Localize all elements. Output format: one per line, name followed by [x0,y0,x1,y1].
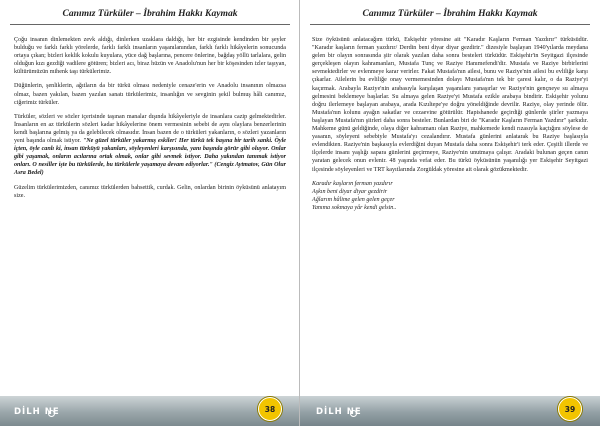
poem [312,180,588,213]
quote: "Ne güzel türküler yakarmış eskiler! Her türkü tek başına bir tarih sanki. Öyle içten, öyle canlı ki, insan türküyü yakanları, söyleyenleri karşısında, yanı başında görür gibi oluyor. Onlar gibi yaşamak, onların acılarına ortak olmak, onlar gibi sevmek istiyor. Daha yakından tanımak istiyor onları. O nesiller işte bu türkülerde, bu türkülerle yaşamaya devam ediyorlar." [14,138,286,169]
logo-mark-icon [350,410,357,417]
dilhane-logo: DİLH NE [14,407,60,417]
poem-line: Ağlarım hâlime gelen gelen geçer [312,197,395,204]
page-right [300,0,600,426]
dilhane-logo: DİLH NE [316,407,362,417]
page-header-title: Canımız Türküler – İbrahim Hakkı Kaymak [362,8,538,19]
page-header [300,0,600,30]
poem-line: Aşkın beni diyar diyar gezdirir [312,188,388,195]
header-rule [10,24,290,25]
page-footer [0,396,300,426]
paragraph: Düğünlerin, şenliklerin, ağıtların da bir türkü olması nedeniyle cenaze'erin ve Anadolu insanının olmazsa olmaz, bazen yakılan, bazen yazılan sanatı türkülerimiz, insanlığın ve sevginin şekil bulmuş hâli canımız, ciğerimiz türküler. [14,83,286,106]
page-number: 39 [558,397,582,421]
quote-citation: (Cengiz Aytmatov, Gün Olur Asra Bedel) [14,162,287,177]
page-number: 38 [258,397,282,421]
paragraph: Türküler, sözleri ve sözler içerisinde taşınan manalar dışında hikâyeleriyle de insanlara cazip gelmektedirler. İnsanların en az türkülerin sözleri kadar hikâyelerine önem vermesinin sebebi de aynı olaylara benzerlerinin kendi başlarına gelmiş ya da gelebilecek olmasıdır. İnsan bazen de o türküleri yakanların, o sözleri yazanların yeni başında olmak istiyor. "Ne güzel türküler yakarmış eskiler! Her türkü tek başına bir tarih sanki. Öyle içten, öyle canlı ki, insan türküyü yakanları, söyleyenleri karşısında, yanı başında görür gibi oluyor. Onlar gibi yaşamak, onların acılarına ortak olmak, onlar gibi sevmek istiyor. Daha yakından tanımak istiyor onları. O nesiller işte bu türkülerde, bu türkülerle yaşamaya devam ediyorlar." (Cengiz Aytmatov, Gün Olur Asra Bedel) [14,113,287,177]
paragraph: Güzelim türkülerimizden, canımız türkülerden bahsettik, curdak. Gelin, onlardan birinin öyküsünü anlatayım size. [14,184,286,199]
header-rule [310,24,590,25]
page-footer [300,396,600,426]
page-body [312,36,588,213]
paragraph: Size öyküsünü anlatacağım türkü, Eskişehir yöresine ait "Karadır Kaşların Ferman Yazdırır" türküsüdür. "Karadır kaşların ferman yazdırır/ Derdin beni diyar diyar gezdirir." dizesiyle başlayan 1940'yılarda meydana gelen bir olayın sonrasında şiir olarak yazılan daha sonra besteleri türküdür. Eskişehir'in Seyitgazi ilçesinde gerçekleşen olayın kahramanları, Mustafa Tunç ve Raziye Hanımefendi'dir. Mustafa ve Raziye birbirlerini sevmektedirler ve evlenmeye karar verirler. Fakat Mustafa'nın ailesi, bunu ve Raziye'nin ailesi bu evliliğe karşı çıkarlar. Ailelerin bu evliliğe onay vermemesinden dolayı Mustafa'nın tek bir çaresi kalır, o da Raziye'yi kaçırmak. Arabayla Raziye'nin arabasıyla karşılaşan yaşanılanı yanaşırlar ve Raziye'nin gençneye su almaya gelmesini beklemeye başlarlar. Su almaya gelen Raziye'yi Mustafa ezikle arabaya bindirir. Eskişehir yolunu doğru ilerlemeye başlayan arabaya, arada Kızıltepe'ye doğru yöneldiğinde devrilir. Raziye, olay yerinde ölür. Mustafa'nın kolunu ayağın sakatlar ve cezaevine götürülür. Hapishanede geçirdiği günlerde şiirler yazmaya başlayan Mustafa'nın şiirleri daha sonra besteler. Bunlardan biri de "Karadır Kaşların Ferman Yazdırır" şarkıdır. Mahkeme günü geldiğinde, olaya diğer kahramanı olan Raziye, mahkemede kendi rızasıyla kaçtığını söylese de yasanın, söyleyeni sebebiyle Mustafa'yı cezalandırır. Mustafa günlerini anlatarak bu Raziye başlasıyla evlendikten. Raziye'nin başkasıyla evlerdiğini duyan Mustafa daha sonra Eskişehir'i terk eder. Çeşitli illerde ve ilçelerde insanı yaşlığı sapara günlerini geçirmeye, Raziye'nin unutmaya çalışır. Aradaki bulunan geçen canın yaratan gelecek onun evlenir. 48 yaşında vefat eder. Bu türkü öyküsünün yaşanılığı yer Eskişehir Seyitgazi ilçesinde söyleyenleri ve TRT kayıtlarında Zorgüldak yöresine ait olarak gözükmektedir. [312,37,588,173]
page-body [14,36,286,206]
paragraph: Çoğu insanın dinlemekten zevk aldığı, dinlerken uzaklara daldığı, her bir ezgisinde kendinden bir şeyler bulduğu ve farklı farklı yörelerde, farklı farklı insanların yaşanılanından, farklı farklı hikâyelerin sonucunda ortaya çıkan; bizleri keklik kokulu kuyulara, yüce dağ başlarına, pencere önlerine, bağdaş yöllü tarlalara, gelin olduğun kızı gezdiği vadilere götüren; bizleri acı, biraz hüzün ve Anadolu'nun her bir köşesinden izler taşıyan, kültürümüzün mihenk taşı türkülerimiz. [14,37,286,76]
poem-line: Yanıma sokmaya yâr kendi gelsin.. [312,205,397,212]
poem-line: Karadır kaşların ferman yazdırır [312,180,393,187]
logo-mark-icon [48,410,55,417]
page-header [0,0,300,30]
page-header-title: Canımız Türküler – İbrahim Hakkı Kaymak [62,8,238,19]
